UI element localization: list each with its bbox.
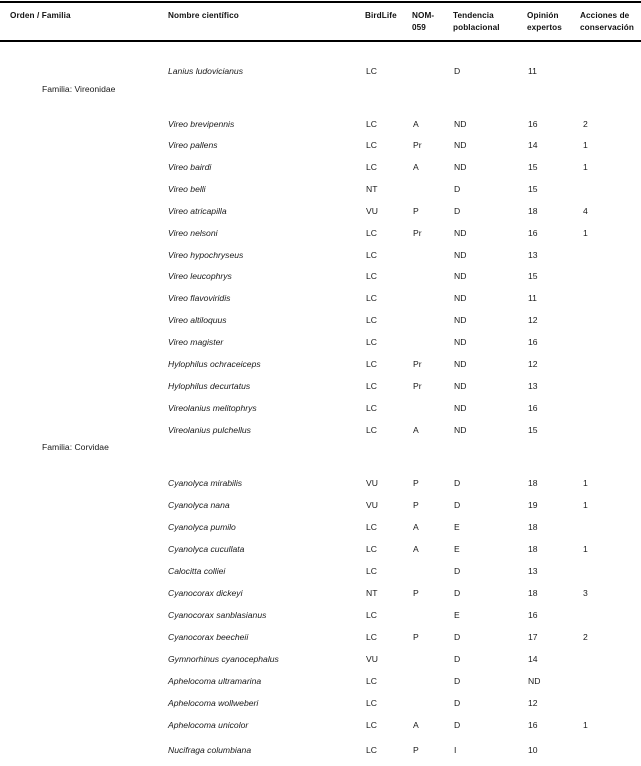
cell-orden-familia: Familia: Vireonidae [42,84,116,94]
cell-tendencia-poblacional: D [454,698,461,708]
cell-tendencia-poblacional: E [454,544,460,554]
cell-nom-059: A [413,720,419,730]
cell-birdlife: VU [366,654,378,664]
cell-nombre-cientifico: Cyanocorax beecheii [168,632,249,642]
cell-acciones-conservacion: 3 [583,588,588,598]
cell-opinion-expertos: 13 [528,566,538,576]
table-row [0,565,641,587]
cell-nom-059: A [413,162,419,172]
cell-birdlife: LC [366,566,377,576]
cell-nom-059: Pr [413,381,422,391]
cell-acciones-conservacion: 4 [583,206,588,216]
cell-birdlife: VU [366,206,378,216]
cell-nombre-cientifico: Cyanolyca cucullata [168,544,245,554]
cell-acciones-conservacion: 1 [583,228,588,238]
cell-tendencia-poblacional: ND [454,250,467,260]
cell-birdlife: LC [366,610,377,620]
cell-birdlife: LC [366,425,377,435]
cell-nombre-cientifico: Vireolanius pulchellus [168,425,251,435]
cell-opinion-expertos: 15 [528,271,538,281]
family-group-row [0,441,641,463]
cell-birdlife: LC [366,337,377,347]
cell-tendencia-poblacional: ND [454,337,467,347]
table-row [0,183,641,205]
column-header-birdlife: BirdLife [365,11,397,20]
table-row [0,292,641,314]
cell-opinion-expertos: 13 [528,381,538,391]
table-row [0,205,641,227]
cell-birdlife: LC [366,381,377,391]
cell-opinion-expertos: 15 [528,162,538,172]
table-row [0,227,641,249]
cell-nombre-cientifico: Vireo nelsoni [168,228,218,238]
cell-tendencia-poblacional: ND [454,228,467,238]
cell-nom-059: A [413,425,419,435]
cell-birdlife: LC [366,745,377,755]
cell-opinion-expertos: 16 [528,720,538,730]
cell-tendencia-poblacional: D [454,720,461,730]
cell-nombre-cientifico: Cyanolyca mirabilis [168,478,243,488]
table-row [0,477,641,499]
cell-nombre-cientifico: Gymnorhinus cyanocephalus [168,654,279,664]
cell-tendencia-poblacional: I [454,745,457,755]
cell-tendencia-poblacional: ND [454,271,467,281]
cell-birdlife: LC [366,119,377,129]
cell-tendencia-poblacional: D [454,676,461,686]
table-row [0,270,641,292]
cell-acciones-conservacion: 1 [583,544,588,554]
cell-opinion-expertos: 14 [528,140,538,150]
cell-birdlife: LC [366,293,377,303]
column-header-acciones-line2: conservación [580,22,634,32]
cell-nombre-cientifico: Cyanocorax sanblasianus [168,610,267,620]
cell-tendencia-poblacional: ND [454,359,467,369]
cell-birdlife: NT [366,184,378,194]
table-row [0,358,641,380]
cell-tendencia-poblacional: ND [454,425,467,435]
column-header-opinion-line2: expertos [527,22,562,32]
table-row [0,139,641,161]
cell-acciones-conservacion: 2 [583,119,588,129]
cell-birdlife: LC [366,632,377,642]
cell-birdlife: LC [366,228,377,238]
cell-opinion-expertos: ND [528,676,541,686]
cell-nombre-cientifico: Vireolanius melitophrys [168,403,257,413]
column-header-orden-familia: Orden / Familia [10,11,71,20]
cell-tendencia-poblacional: D [454,184,461,194]
table-row [0,631,641,653]
cell-tendencia-poblacional: E [454,610,460,620]
cell-nom-059: P [413,632,419,642]
cell-birdlife: LC [366,720,377,730]
cell-opinion-expertos: 17 [528,632,538,642]
cell-birdlife: LC [366,676,377,686]
table-row [0,499,641,521]
cell-opinion-expertos: 19 [528,500,538,510]
cell-tendencia-poblacional: ND [454,140,467,150]
cell-tendencia-poblacional: D [454,588,461,598]
cell-birdlife: LC [366,698,377,708]
cell-nombre-cientifico: Hylophilus decurtatus [168,381,251,391]
cell-nombre-cientifico: Aphelocoma ultramarina [168,676,262,686]
cell-birdlife: VU [366,500,378,510]
family-group-row [0,83,641,105]
cell-acciones-conservacion: 1 [583,140,588,150]
cell-birdlife: LC [366,162,377,172]
cell-nom-059: A [413,522,419,532]
cell-nombre-cientifico: Vireo bairdi [168,162,212,172]
cell-opinion-expertos: 12 [528,315,538,325]
cell-opinion-expertos: 18 [528,544,538,554]
cell-birdlife: LC [366,315,377,325]
cell-tendencia-poblacional: E [454,522,460,532]
cell-tendencia-poblacional: ND [454,293,467,303]
cell-nombre-cientifico: Vireo leucophrys [168,271,232,281]
cell-birdlife: LC [366,250,377,260]
cell-nombre-cientifico: Vireo magister [168,337,224,347]
cell-nom-059: P [413,206,419,216]
cell-tendencia-poblacional: ND [454,162,467,172]
table-row [0,744,641,766]
cell-tendencia-poblacional: ND [454,119,467,129]
table-row [0,653,641,675]
table-row [0,249,641,271]
cell-tendencia-poblacional: D [454,566,461,576]
cell-opinion-expertos: 12 [528,698,538,708]
cell-nom-059: A [413,119,419,129]
table-row [0,118,641,140]
table-row [0,336,641,358]
cell-birdlife: LC [366,359,377,369]
cell-birdlife: LC [366,271,377,281]
table-row [0,719,641,741]
cell-orden-familia: Familia: Corvidae [42,442,109,452]
cell-opinion-expertos: 18 [528,588,538,598]
cell-birdlife: LC [366,544,377,554]
table-row [0,587,641,609]
cell-opinion-expertos: 18 [528,478,538,488]
cell-nombre-cientifico: Vireo brevipennis [168,119,235,129]
cell-opinion-expertos: 18 [528,522,538,532]
cell-opinion-expertos: 16 [528,228,538,238]
table-row [0,675,641,697]
cell-birdlife: NT [366,588,378,598]
cell-opinion-expertos: 18 [528,206,538,216]
cell-nombre-cientifico: Hylophilus ochraceiceps [168,359,261,369]
cell-birdlife: LC [366,522,377,532]
table-row [0,380,641,402]
cell-opinion-expertos: 16 [528,337,538,347]
cell-tendencia-poblacional: D [454,66,461,76]
cell-opinion-expertos: 15 [528,184,538,194]
cell-nom-059: P [413,500,419,510]
cell-nombre-cientifico: Vireo hypochryseus [168,250,244,260]
cell-nombre-cientifico: Nucifraga columbiana [168,745,252,755]
cell-nom-059: P [413,745,419,755]
column-header-nom-059-line2: 059 [412,22,426,32]
table-row [0,161,641,183]
cell-nombre-cientifico: Vireo atricapilla [168,206,227,216]
cell-acciones-conservacion: 1 [583,162,588,172]
cell-tendencia-poblacional: D [454,632,461,642]
column-header-tendencia-line2: poblacional [453,22,500,32]
cell-nombre-cientifico: Vireo flavoviridis [168,293,231,303]
table-row [0,697,641,719]
cell-birdlife: LC [366,140,377,150]
cell-tendencia-poblacional: D [454,500,461,510]
cell-opinion-expertos: 15 [528,425,538,435]
cell-nom-059: Pr [413,359,422,369]
cell-nombre-cientifico: Vireo altiloquus [168,315,227,325]
table-row [0,402,641,424]
cell-nom-059: Pr [413,228,422,238]
column-header-nom-059-line1: NOM- [412,11,435,20]
cell-nombre-cientifico: Cyanolyca nana [168,500,230,510]
cell-opinion-expertos: 13 [528,250,538,260]
cell-opinion-expertos: 10 [528,745,538,755]
cell-nombre-cientifico: Lanius ludovicianus [168,66,244,76]
table-row [0,521,641,543]
cell-opinion-expertos: 12 [528,359,538,369]
cell-nombre-cientifico: Calocitta colliei [168,566,226,576]
cell-nom-059: A [413,544,419,554]
table-row [0,609,641,631]
cell-tendencia-poblacional: D [454,478,461,488]
cell-opinion-expertos: 16 [528,610,538,620]
column-header-acciones-line1: Acciones de [580,11,630,20]
cell-birdlife: VU [366,478,378,488]
cell-tendencia-poblacional: D [454,654,461,664]
cell-opinion-expertos: 11 [528,66,537,76]
cell-tendencia-poblacional: D [454,206,461,216]
cell-opinion-expertos: 16 [528,119,538,129]
cell-nom-059: P [413,478,419,488]
cell-nombre-cientifico: Vireo belli [168,184,206,194]
cell-nombre-cientifico: Vireo pallens [168,140,218,150]
column-header-tendencia-line1: Tendencia [453,11,494,20]
cell-tendencia-poblacional: ND [454,315,467,325]
table-row [0,314,641,336]
cell-nom-059: P [413,588,419,598]
cell-opinion-expertos: 14 [528,654,538,664]
cell-acciones-conservacion: 2 [583,632,588,642]
cell-opinion-expertos: 16 [528,403,538,413]
cell-nombre-cientifico: Cyanolyca pumilo [168,522,236,532]
column-header-opinion-line1: Opinión [527,11,559,20]
cell-opinion-expertos: 11 [528,293,537,303]
cell-nombre-cientifico: Aphelocoma unicolor [168,720,249,730]
table-row [0,543,641,565]
cell-acciones-conservacion: 1 [583,478,588,488]
cell-birdlife: LC [366,403,377,413]
cell-birdlife: LC [366,66,377,76]
cell-tendencia-poblacional: ND [454,403,467,413]
cell-acciones-conservacion: 1 [583,720,588,730]
cell-acciones-conservacion: 1 [583,500,588,510]
cell-nom-059: Pr [413,140,422,150]
column-header-nombre-cientifico: Nombre científico [168,11,239,20]
cell-tendencia-poblacional: ND [454,381,467,391]
cell-nombre-cientifico: Aphelocoma wollweberi [168,698,259,708]
cell-nombre-cientifico: Cyanocorax dickeyi [168,588,243,598]
